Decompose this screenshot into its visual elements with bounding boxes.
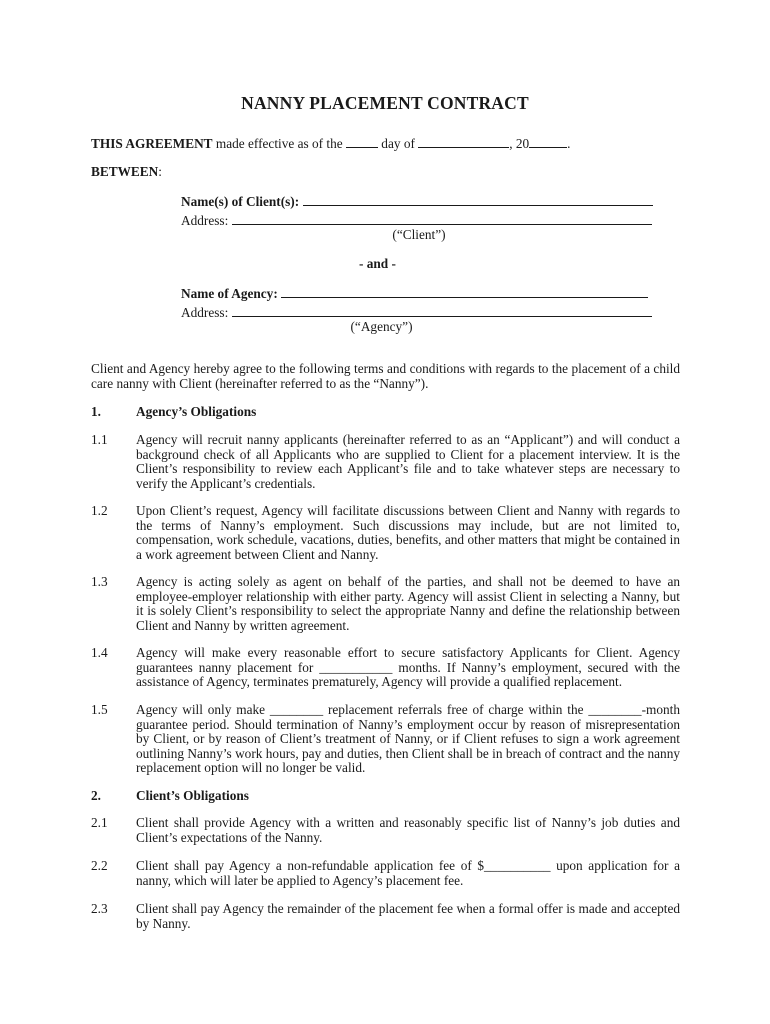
clause-text: Client shall pay Agency the remainder of the placement fee when a formal offer is made and accepted by Nanny. xyxy=(136,901,680,931)
clause-text: Upon Client’s request, Agency will facilitate discussions between Client and Nanny with regards to the terms of Nanny’s employment. Such discussions may include, but are not limited to, compensation, work schedule, vacations, duties, benefits, and other matters that might be contained in a work agreement between Client and Nanny. xyxy=(136,503,680,562)
agency-address-label: Address: xyxy=(181,305,229,320)
year-blank xyxy=(529,136,567,148)
agreement-text-4: . xyxy=(567,136,571,151)
section-number: 2. xyxy=(91,788,101,803)
agency-name-label: Name of Agency: xyxy=(181,286,278,301)
clause-text: Client shall pay Agency a non-refundable application fee of $__________ upon application for a nanny, which will later be applied to Agency’s placement fee. xyxy=(136,858,680,888)
section-heading: Agency’s Obligations xyxy=(136,404,257,419)
clause-number: 2.2 xyxy=(91,858,108,873)
clause-number: 1.2 xyxy=(91,503,108,518)
between-label xyxy=(91,165,162,180)
client-name-label: Name(s) of Client(s): xyxy=(181,194,300,209)
section-heading: Client’s Obligations xyxy=(136,788,249,803)
agreement-text-1: made effective as of the xyxy=(212,136,346,151)
client-name-blank xyxy=(303,194,653,206)
agency-name-row xyxy=(181,286,648,302)
clause-text: Agency will recruit nanny applicants (hereinafter referred to as an “Applicant”) and will conduct a background check of all Applicants who are supplied to Client for a placement interview. It is the Client’s responsibility to review each Applicant’s file and to take whatever steps are necessary to verify the Applicant’s credentials. xyxy=(136,432,680,491)
between-word: BETWEEN xyxy=(91,164,159,179)
agreement-text-2: day of xyxy=(377,136,419,151)
section-number: 1. xyxy=(91,404,101,419)
client-address-label: Address: xyxy=(181,213,229,228)
client-name-row xyxy=(181,194,653,210)
intro-paragraph: Client and Agency hereby agree to the following terms and conditions with regards to the placement of a child care nanny with Client (hereinafter referred to as the “Nanny”). xyxy=(91,361,680,391)
and-label: - and - xyxy=(359,256,396,271)
clause-number: 1.3 xyxy=(91,574,108,589)
clause-text: Agency will only make ________ replacement referrals free of charge within the ________-month guarantee period. Should termination of Nanny’s employment occur by reason of misrepresentation by Client, or by reason of Client’s treatment of Nanny, or if Client refuses to sign a work agreement outlining Nanny’s work hours, pay and duties, then Client shall be in breach of contract and the nanny replacement option will no longer be valid. xyxy=(136,702,680,776)
month-blank xyxy=(418,136,509,148)
agency-designation: (“Agency”) xyxy=(350,319,413,334)
client-address-blank xyxy=(232,213,652,225)
agreement-line xyxy=(91,136,571,152)
clause-text: Agency will make every reasonable effort to secure satisfactory Applicants for Client. Agency guarantees nanny placement for ___________ months. If Nanny’s employment, secured with the assistance of Agency, terminates prematurely, Agency will provide a qualified replacement. xyxy=(136,645,680,690)
clause-number: 1.4 xyxy=(91,645,108,660)
agency-address-row xyxy=(181,305,652,321)
clause-number: 1.5 xyxy=(91,702,108,717)
clause-text: Agency is acting solely as agent on behalf of the parties, and shall not be deemed to have an employee-employer relationship with either party. Agency will assist Client in selecting a Nanny, but it is solely Client’s responsibility to select the appropriate Nanny and define the relationship between Client and Nanny by written agreement. xyxy=(136,574,680,633)
agency-address-blank xyxy=(232,305,652,317)
clause-number: 2.1 xyxy=(91,815,108,830)
clause-text: Client shall provide Agency with a written and reasonably specific list of Nanny’s job duties and Client’s expectations of the Nanny. xyxy=(136,815,680,845)
agreement-lead: THIS AGREEMENT xyxy=(91,136,213,151)
day-blank xyxy=(346,136,378,148)
clause-number: 2.3 xyxy=(91,901,108,916)
client-designation: (“Client”) xyxy=(392,227,446,242)
between-colon: : xyxy=(158,164,162,179)
document-title: NANNY PLACEMENT CONTRACT xyxy=(241,93,529,113)
clause-number: 1.1 xyxy=(91,432,108,447)
agency-name-blank xyxy=(281,286,648,298)
agreement-text-3: , 20 xyxy=(509,136,530,151)
